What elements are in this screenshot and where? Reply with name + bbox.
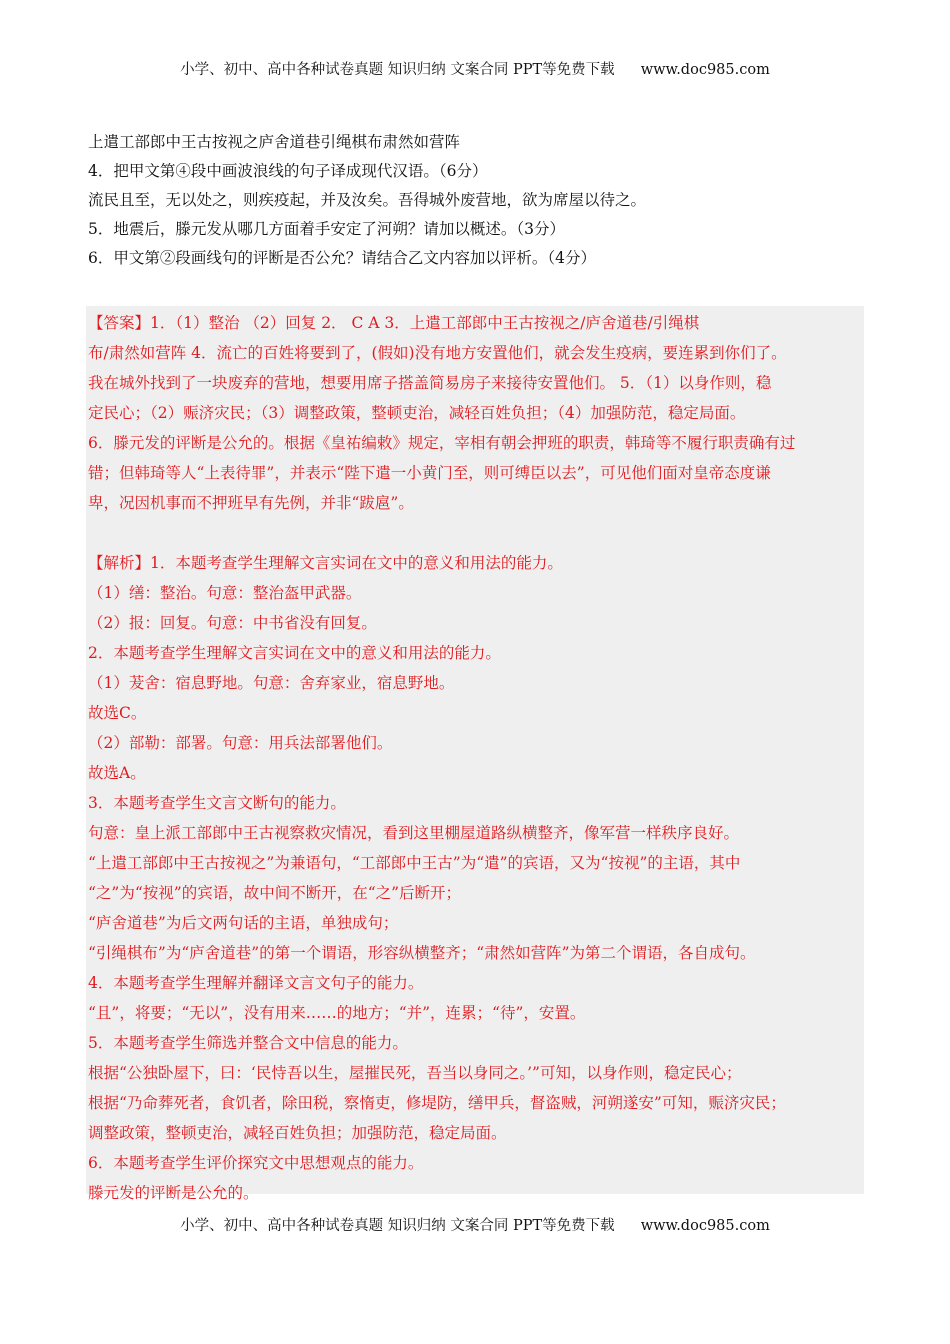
footer-text: 小学、初中、高中各种试卷真题 知识归纳 文案合同 PPT等免费下载: [180, 1218, 615, 1234]
answer-line: 【答案】1．（1）整治 （2）回复 2． C A 3．上遣工部郎中王古按视之/庐舍道巷/引绳棋: [88, 314, 700, 332]
question-line: 流民且至，无以处之，则疾疫起，并及汝矣。吾得城外废营地，欲为席屋以待之。: [88, 191, 647, 209]
analysis-line: “且”，将要；“无以”，没有用来……的地方；“并”，连累；“待”，安置。: [88, 1004, 586, 1022]
question-section: [88, 128, 868, 273]
analysis-line: 根据“公独卧屋下，曰：‘民恃吾以生，屋摧民死，吾当以身同之。’”可知，以身作则，稳定民心；: [88, 1064, 742, 1082]
analysis-line: 5．本题考查学生筛选并整合文中信息的能力。: [88, 1034, 408, 1052]
analysis-line: “引绳棋布”为“庐舍道巷”的第一个谓语，形容纵横整齐；“肃然如营阵”为第二个谓语，各自成句。: [88, 944, 756, 962]
page-header: [0, 58, 950, 79]
answer-line: 定民心；（2）赈济灾民；（3）调整政策，整顿吏治，减轻百姓负担；（4）加强防范，稳定局面。: [88, 404, 746, 422]
analysis-line: 故选A。: [88, 764, 146, 782]
analysis-line: 6．本题考查学生评价探究文中思想观点的能力。: [88, 1154, 424, 1172]
header-site-link[interactable]: www.doc985.com: [640, 62, 770, 78]
analysis-line: “上遣工部郎中王古按视之”为兼语句，“工部郎中王古”为“遣”的宾语，又为“按视”的主语，其中: [88, 854, 741, 872]
analysis-line: 2．本题考查学生理解文言实词在文中的意义和用法的能力。: [88, 644, 501, 662]
page-footer: [0, 1214, 950, 1235]
question-line: 上遣工部郎中王古按视之庐舍道巷引绳棋布肃然如营阵: [88, 133, 461, 151]
analysis-line: “之”为“按视”的宾语，故中间不断开，在“之”后断开；: [88, 884, 462, 902]
question-line: 4．把甲文第④段中画波浪线的句子译成现代汉语。（6分）: [88, 162, 488, 180]
question-line: 6．甲文第②段画线句的评断是否公允？请结合乙文内容加以评析。（4分）: [88, 249, 596, 267]
answer-section: [88, 308, 864, 1208]
analysis-line: 调整政策，整顿吏治，减轻百姓负担；加强防范，稳定局面。: [88, 1124, 507, 1142]
answer-line: 卑，况因机事而不押班早有先例，并非“跋扈”。: [88, 494, 414, 512]
analysis-line: 根据“乃命葬死者，食饥者，除田税，察惰吏，修堤防，缮甲兵，督盗贼，河朔遂安”可知，赈济灾民；: [88, 1094, 786, 1112]
answer-line: 我在城外找到了一块废弃的营地，想要用席子搭盖简易房子来接待安置他们。 5．（1）以身作则，稳: [88, 374, 772, 392]
answer-line: 错；但韩琦等人“上表待罪”，并表示“陛下遣一小黄门至，则可缚臣以去”，可见他们面对皇帝态度谦: [88, 464, 771, 482]
analysis-line: 句意：皇上派工部郎中王古视察救灾情况，看到这里棚屋道路纵横整齐，像军营一样秩序良好。: [88, 824, 740, 842]
answer-line: 6．滕元发的评断是公允的。根据《皇祐编敕》规定，宰相有朝会押班的职责，韩琦等不履行职责确有过: [88, 434, 796, 452]
analysis-line: 滕元发的评断是公允的。: [88, 1184, 259, 1202]
analysis-line: （1）缮：整治。句意：整治盔甲武器。: [88, 584, 362, 602]
analysis-line: （1）茇舍：宿息野地。句意：舍弃家业，宿息野地。: [88, 674, 455, 692]
analysis-line: （2）部勒：部署。句意：用兵法部署他们。: [88, 734, 393, 752]
analysis-line: 3．本题考查学生文言文断句的能力。: [88, 794, 346, 812]
question-line: 5．地震后，滕元发从哪几方面着手安定了河朔？请加以概述。（3分）: [88, 220, 565, 238]
analysis-line: （2）报：回复。句意：中书省没有回复。: [88, 614, 377, 632]
analysis-line: 故选C。: [88, 704, 147, 722]
analysis-line: 【解析】1．本题考查学生理解文言实词在文中的意义和用法的能力。: [88, 554, 563, 572]
header-text: 小学、初中、高中各种试卷真题 知识归纳 文案合同 PPT等免费下载: [180, 62, 615, 78]
answer-line: 布/肃然如营阵 4．流亡的百姓将要到了，(假如)没有地方安置他们，就会发生疫病，要连累到你们了。: [88, 344, 787, 362]
footer-site-link[interactable]: www.doc985.com: [640, 1218, 770, 1234]
spacer: [88, 518, 864, 548]
analysis-line: “庐舍道巷”为后文两句话的主语，单独成句；: [88, 914, 399, 932]
analysis-line: 4．本题考查学生理解并翻译文言文句子的能力。: [88, 974, 424, 992]
